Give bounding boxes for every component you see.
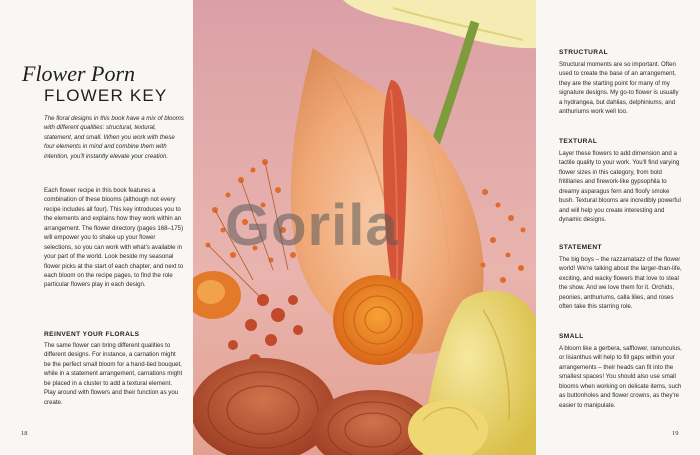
page-number-right: 19 (672, 430, 679, 437)
chapter-title: FLOWER KEY (44, 86, 168, 105)
section-body-structural: Structural moments are so important. Often used to create the base of an arrangement, they are the starting point for many of my signature designs. My go-to flower is usually a hydrangea, but dahlias, delphiniums, and anthuriums work well too. (559, 61, 679, 116)
section-heading-statement: STATEMENT (559, 244, 602, 251)
section-body-reinvent: The same flower can bring different qualities to different designs. For instance, a carnation might be the perfect small bloom for a hand-tied bouquet, while in a statement arrangement, carnations might be placed in a cluster to add a textural element. Play around with flowers and their function as you create. (44, 342, 183, 406)
chapter-title-script: Flower Porn (22, 61, 136, 86)
intro-paragraph: The floral designs in this book have a mix of blooms with different qualities: structural, textural, statement, and small. When you work with these four elements in mind and combine them with intention, you'll instantly elevate your creation. (44, 115, 184, 160)
section-body-textural: Layer these flowers to add dimension and a tactile quality to your work. You'll find varying flower sizes in this category, from bold fritillaries and firework-like gypsophila to dreamy asparagus fern and floofy smoke bush. Textural blooms are incredibly powerful and will help you create interesting and dynamic designs. (559, 150, 681, 224)
page-number-left: 18 (21, 430, 28, 437)
watermark: Gorila (225, 193, 399, 258)
section-heading-reinvent: REINVENT YOUR FLORALS (44, 331, 140, 338)
section-heading-structural: STRUCTURAL (559, 49, 609, 56)
section-heading-small: SMALL (559, 333, 584, 340)
section-heading-textural: TEXTURAL (559, 138, 598, 145)
section-body-statement: The big boys – the razzamatazz of the flower world! We're talking about the larger-than-life, exciting, and wacky flowers that love to steal the show. And we love them for it. Orchids, peonies, anthuriums, calla lilies, and roses often take this starring role. (559, 256, 682, 311)
section-body-small: A bloom like a gerbera, safflower, ranunculus, or lisianthus will help to fill gaps within your arrangements – their heads can fit into the smallest spaces! You should also use small blooms when working on delicate items, such as buttonholes and flower crowns, as they're easier to manipulate. (559, 345, 682, 409)
body-paragraph: Each flower recipe in this book features a combination of these blooms (although not every recipe includes all four). This key introduces you to the elements and explains how they work within an arrangement. The flower directory (pages 168–175) will empower you to shake up your flower selections, so you can work with what's available in your part of the world. Look beside my seasonal flower picks at the start of each chapter, and next to each bloom on the recipe pages, to find the role particular flowers play in each design. (44, 187, 184, 289)
